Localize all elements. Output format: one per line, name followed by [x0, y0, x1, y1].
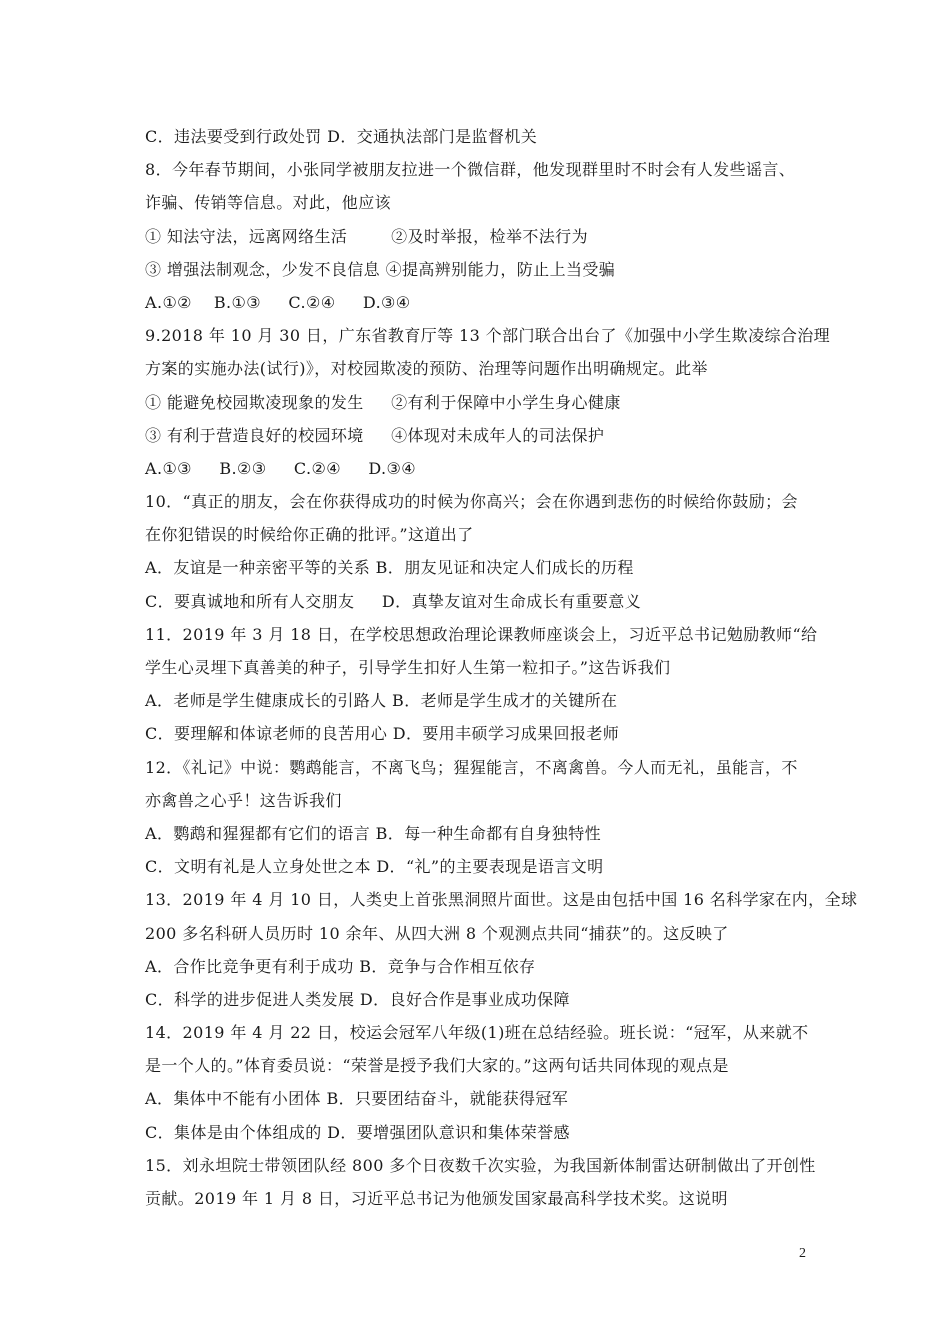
- answer-choices: C．要理解和体谅老师的良苦用心 D．要用丰硕学习成果回报老师: [145, 724, 620, 744]
- page-number: 2: [799, 1246, 806, 1261]
- question-12-stem: 12．《礼记》中说：鹦鹉能言，不离飞鸟；猩猩能言，不离禽兽。今人而无礼，虽能言，不: [145, 757, 798, 777]
- text-line: 亦禽兽之心乎！这告诉我们: [145, 790, 342, 810]
- option-line: ① 能避免校园欺凌现象的发生 ②有利于保障中小学生身心健康: [145, 392, 621, 412]
- question-10-stem: 10．“真正的朋友，会在你获得成功的时候为你高兴；会在你遇到悲伤的时候给你鼓励；会: [145, 492, 798, 512]
- answer-choices: C．科学的进步促进人类发展 D．良好合作是事业成功保障: [145, 989, 570, 1009]
- text-line: 方案的实施办法(试行)》，对校园欺凌的预防、治理等问题作出明确规定。此举: [145, 359, 708, 379]
- answer-choices: A．集体中不能有小团体 B．只要团结奋斗，就能获得冠军: [145, 1089, 569, 1109]
- question-8-stem: 8．今年春节期间，小张同学被朋友拉进一个微信群，他发现群里时不时会有人发些谣言、: [145, 160, 796, 180]
- answer-choices: C．集体是由个体组成的 D．要增强团队意识和集体荣誉感: [145, 1122, 570, 1142]
- option-line: ③ 增强法制观念，少发不良信息 ④提高辨别能力，防止上当受骗: [145, 259, 616, 279]
- text-line: 贡献。2019 年 1 月 8 日，习近平总书记为他颁发国家最高科学技术奖。这说明: [145, 1189, 728, 1208]
- answer-choices: A．合作比竞争更有利于成功 B．竞争与合作相互依存: [145, 956, 536, 976]
- question-11-stem: 11．2019 年 3 月 18 日，在学校思想政治理论课教师座谈会上，习近平总书记勉励教师“给: [145, 624, 818, 644]
- answer-choices: A．鹦鹉和猩猩都有它们的语言 B．每一种生命都有自身独特性: [145, 823, 601, 843]
- question-14-stem: 14．2019 年 4 月 22 日，校运会冠军八年级(1)班在总结经验。班长说：“冠军，从来就不: [145, 1023, 809, 1043]
- option-line: ③ 有利于营造良好的校园环境 ④体现对未成年人的司法保护: [145, 425, 605, 445]
- answer-choices: A.①③ B.②③ C.②④ D.③④: [145, 458, 417, 478]
- document-body: [145, 120, 858, 1215]
- text-line: 200 多名科研人员历时 10 余年、从四大洲 8 个观测点共同“捕获”的。这反映了: [145, 923, 729, 943]
- text-line: 在你犯错误的时候给你正确的批评。”这道出了: [145, 525, 474, 545]
- answer-choices: C．文明有礼是人立身处世之本 D．“礼”的主要表现是语言文明: [145, 857, 604, 877]
- text-line: 学生心灵埋下真善美的种子，引导学生扣好人生第一粒扣子。”这告诉我们: [145, 658, 671, 677]
- answer-choices: A.①② B.①③ C.②④ D.③④: [145, 292, 411, 312]
- question-13-stem: 13．2019 年 4 月 10 日，人类史上首张黑洞照片面世。这是由包括中国 16 名科学家在内，全球: [145, 890, 858, 910]
- text-line: 是一个人的。”体育委员说：“荣誉是授予我们大家的。”这两句话共同体现的观点是: [145, 1056, 729, 1076]
- answer-choices: C．要真诚地和所有人交朋友 D．真挚友谊对生命成长有重要意义: [145, 591, 642, 611]
- text-line: C．违法要受到行政处罚 D．交通执法部门是监督机关: [145, 127, 538, 146]
- question-15-stem: 15．刘永坦院士带领团队经 800 多个日夜数千次实验，为我国新体制雷达研制做出了开创性: [145, 1155, 816, 1175]
- answer-choices: A．友谊是一种亲密平等的关系 B．朋友见证和决定人们成长的历程: [145, 558, 634, 578]
- question-9-stem: 9.2018 年 10 月 30 日，广东省教育厅等 13 个部门联合出台了《加强中小学生欺凌综合治理: [145, 326, 831, 346]
- text-line: 诈骗、传销等信息。对此，他应该: [145, 193, 392, 213]
- option-line: ① 知法守法，远离网络生活 ②及时举报，检举不法行为: [145, 226, 588, 246]
- answer-choices: A．老师是学生健康成长的引路人 B．老师是学生成才的关键所在: [145, 691, 618, 711]
